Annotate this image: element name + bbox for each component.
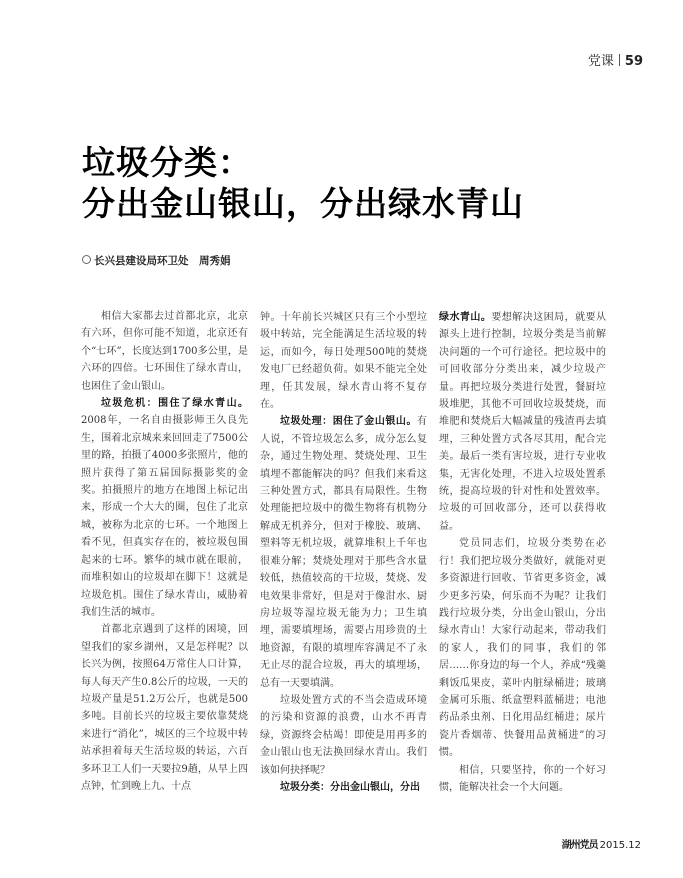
paragraph-text: 相信大家都去过首都北京，北京有六环，但你可能不知道，北京还有个“七环”，长度达到1700多公里，是六环的四倍。七环围住了绿水青山，也困住了金山银山。 [81, 311, 248, 392]
page-footer [562, 836, 641, 851]
paragraph-text: 要想解决这困局，就要从源头上进行控制，垃圾分类是当前解决问题的一个可行途径。把垃圾中的可回收部分分类出来，减少垃圾产量。再把垃圾分类进行处置，餐厨垃圾堆肥，其他不可回收垃圾焚烧，而堆肥和焚烧后大幅减量的残渣再去填埋，三种处置方式各尽其用，配合完美。最后一类有害垃圾，进行专业收集，无害化处理，不进入垃圾处置系统，提高垃圾的针对性和处置效率。垃圾的可回收部分，还可以获得收益。 [439, 312, 606, 532]
bullet-circle-icon [82, 255, 91, 264]
paragraph [260, 692, 427, 779]
title-line-1: 垃圾分类： [82, 143, 252, 182]
magazine-logo: 湖州党员 [561, 840, 598, 851]
paragraph [260, 413, 427, 692]
section-heading: 垃圾危机：围住了绿水青山。 [101, 398, 248, 410]
page-number: 59 [624, 54, 643, 69]
article-title [82, 142, 524, 224]
paragraph-text: 首都北京遇到了这样的困境，回望我们的家乡湖州，又是怎样呢？以长兴为例，按照64万常住人口计算，每人每天产生0.8公斤的垃圾，一天的垃圾产量是51.2万公斤，也就是500多吨。目前长兴的垃圾主要依靠焚烧来进行“消化”，城区的三个垃圾中转站承担着每天生活垃圾的转运，六百多环卫工人们一天要拉9趟，从早上四点钟，忙到晚上九、十点 [81, 624, 248, 792]
page-header [588, 50, 643, 69]
header-divider [619, 54, 620, 66]
text-column-2 [260, 309, 427, 809]
paragraph [81, 621, 248, 795]
paragraph-text: 垃圾处置方式的不当会造成环境的污染和资源的浪费，山水不再青绿，资源终会枯竭！即使是用再多的金山银山也无法换回绿水青山。我们该如何抉择呢？ [260, 694, 427, 776]
paragraph [81, 308, 248, 395]
paragraph [439, 535, 606, 761]
section-heading: 绿水青山。 [439, 312, 492, 323]
paragraph [439, 309, 606, 535]
author-text: 长兴县建设局环卫处 周秀娟 [94, 255, 231, 267]
paragraph-text: 钟。十年前长兴城区只有三个小型垃圾中转站，完全能满足生活垃圾的转运，而如今，每日处理500吨的焚烧发电厂已经超负荷。如果不能完全处理，任其发展，绿水青山将不复存在。 [260, 312, 427, 411]
paragraph [260, 779, 427, 796]
issue-date: 2015.12 [599, 840, 641, 851]
text-column-3 [439, 309, 606, 809]
text-column-1 [81, 308, 248, 808]
title-line-2: 分出金山银山，分出绿水青山 [82, 184, 524, 223]
paragraph-text: 有人说，不管垃圾怎么多，成分怎么复杂，通过生物处理、焚烧处理、卫生填埋不都能解决的吗？但我们来看这三种处置方式，都具有局限性。生物处理能把垃圾中的微生物将有机物分解成无机养分，但对于橡胶、玻璃、塑料等无机垃圾，就算堆积上千年也很难分解；焚烧处理对于那些含水量较低，热值较高的干垃圾，焚烧、发电效果非常好，但是对于像泔水、厨房垃圾等湿垃圾无能为力；卫生填埋，需要填埋场，需要占用珍贵的土地资源，有限的填埋库容满足不了永无止尽的混合垃圾，再大的填埋场，总有一天要填满。 [260, 416, 427, 689]
paragraph [81, 395, 248, 621]
paragraph-text: 相信，只要坚持，你的一个好习惯，能解决社会一个大问题。 [439, 764, 606, 793]
paragraph-text: 党员同志们，垃圾分类势在必行！我们把垃圾分类做好，就能对更多资源进行回收、节省更多资金，减少更多污染，何乐而不为呢？让我们践行垃圾分类，分出金山银山，分出绿水青山！大家行动起来，带动我们的家人，我们的同事，我们的邻居……你身边的每一个人，养成“残羹剩饭瓜果皮，菜叶内脏绿桶进；玻璃金属可乐瓶、纸盒塑料蓝桶进；电池药品杀虫剂、日化用品红桶进；尿片瓷片香烟蒂、快餐用品黄桶进”的习惯。 [439, 538, 606, 759]
paragraph-text: 2008年，一名自由摄影师王久良先生，围着北京城来来回回走了7500公里的路，拍摄了4000多张照片，他的照片获得了第五届国际摄影奖的金奖。拍摄照片的地方在地图上标记出来，形成一个大大的圈，包住了北京城，被称为北京的七环。一个地图上看不见，但真实存在的，被垃圾包围起来的七环。繁华的城市就在眼前，而堆积如山的垃圾却在脚下！这就是垃圾危机。围住了绿水青山，威胁着我们生活的城市。 [81, 415, 248, 618]
section-label: 党课 [587, 54, 614, 69]
paragraph [260, 309, 427, 413]
author-byline [82, 253, 231, 268]
section-heading: 垃圾分类：分出金山银山，分出 [280, 781, 420, 793]
paragraph [439, 762, 606, 797]
section-heading: 垃圾处理：困住了金山银山。 [280, 416, 417, 428]
